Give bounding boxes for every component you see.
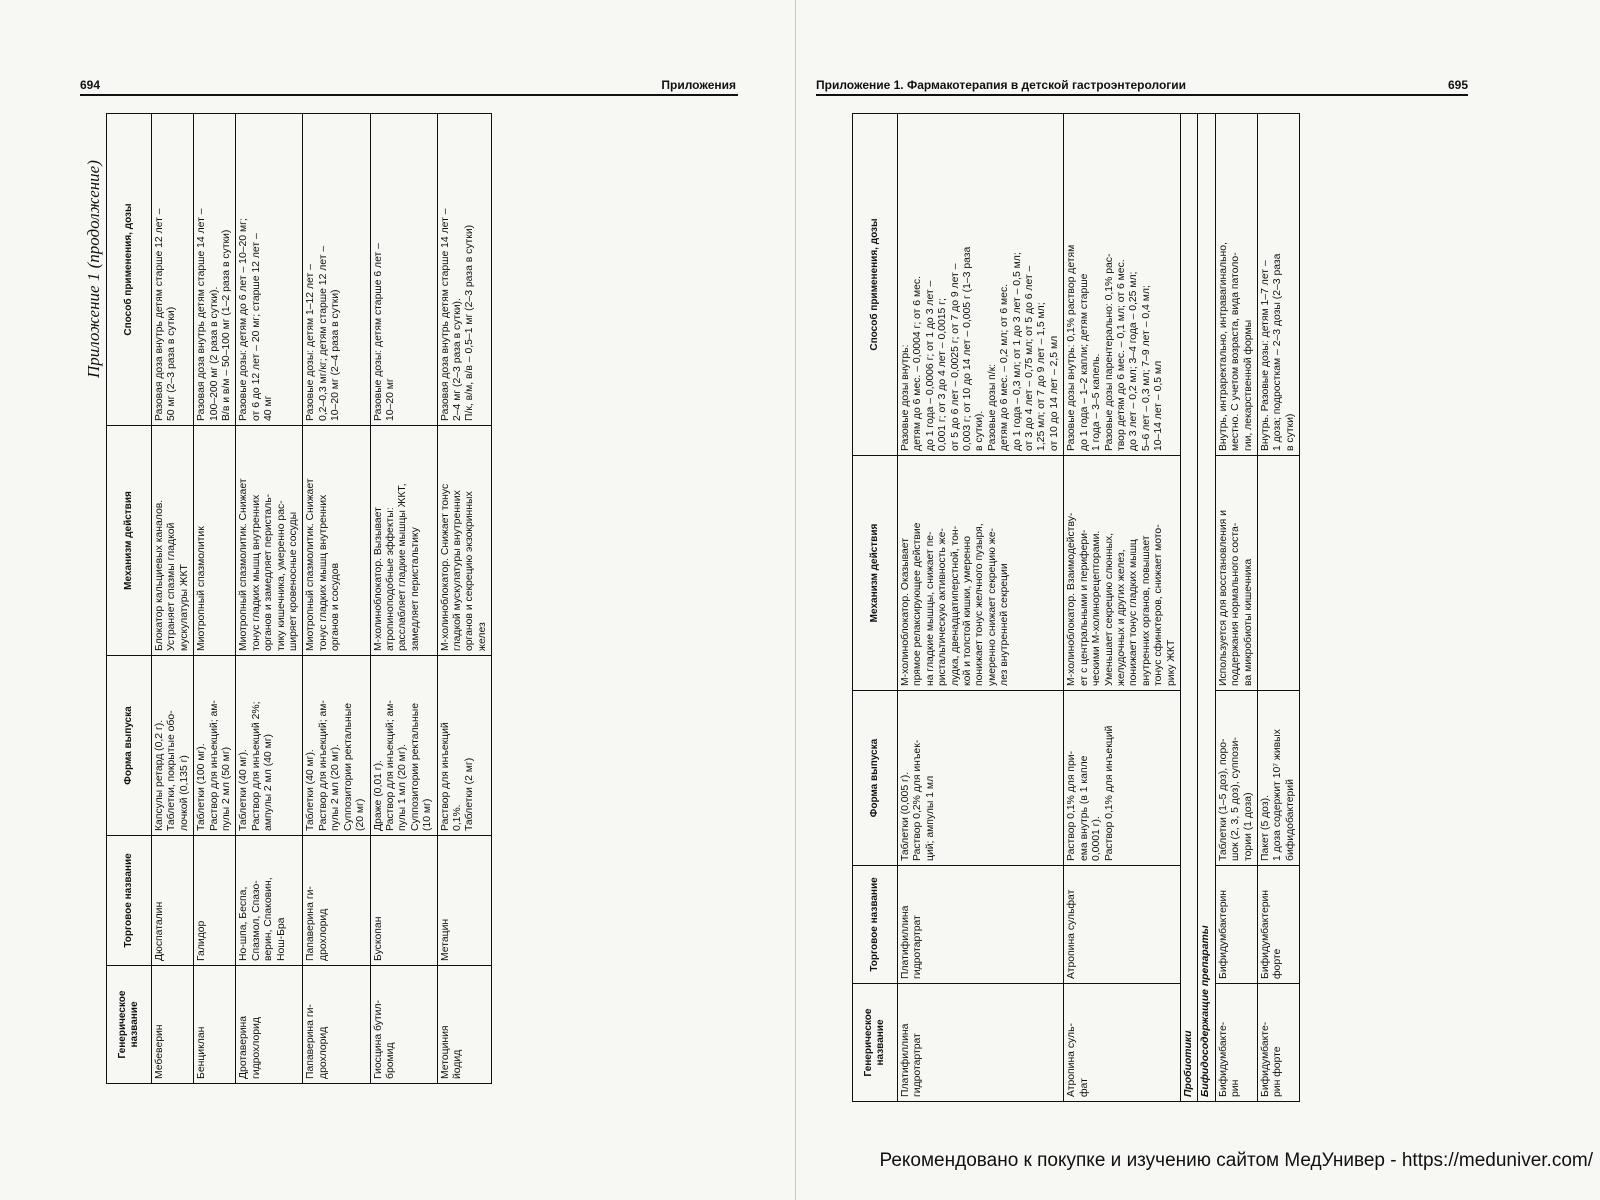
table-cell — [898, 984, 1064, 1102]
table-cell — [898, 691, 1064, 866]
left-table-area — [106, 114, 650, 1086]
table-cell — [194, 426, 236, 656]
cell-text: Таблетки (0,005 г). Раствор 0,2% для инъек- ций; ампулы 1 мл — [900, 739, 936, 861]
column-header: Торговое название — [853, 866, 898, 984]
table-row — [194, 114, 236, 1084]
column-header: Генерическое название — [107, 966, 152, 1084]
table-row — [152, 114, 194, 1084]
cell-text: М-холиноблокатор. Вызывает атропиноподобные эффекты: расслабляет гладкие мышцы ЖКТ, замедляет перистальтику — [372, 483, 421, 651]
cell-text: Разовые дозы: детям старше 6 лет – 10–20 мг — [372, 243, 396, 421]
header-rule-left — [80, 94, 738, 96]
right-page — [800, 0, 1600, 1200]
footer-watermark: Рекомендовано к покупке и изучению сайтом МедУнивер - https://meduniver.com/ — [879, 1150, 1593, 1171]
table-cell — [898, 114, 1064, 456]
table-cell — [370, 836, 437, 966]
cell-text: Бускопан — [372, 916, 384, 961]
cell-text: Платифиллина гидротартрат — [900, 905, 924, 979]
table-row — [1257, 114, 1299, 1102]
cell-text: Папаверина ги- дрохлорид — [305, 886, 329, 961]
table-cell — [236, 836, 303, 966]
table-row — [303, 114, 370, 1084]
right-table-area — [852, 114, 1464, 1104]
table-cell — [370, 114, 437, 426]
cell-text: Миотропный спазмолитик — [196, 526, 208, 651]
cell-text: Мебеверин — [154, 1024, 165, 1079]
table-row — [1215, 114, 1257, 1102]
column-header: Механизм действия — [853, 456, 898, 691]
table-cell — [437, 426, 492, 656]
drug-table-right — [852, 113, 1300, 1102]
running-head-left: Приложения — [661, 78, 736, 92]
table-cell — [152, 426, 194, 656]
cell-text: Раствор для инъекций 0,1%. Таблетки (2 мг) — [439, 722, 476, 831]
table-cell — [1064, 866, 1181, 984]
cell-text: Бифидумбакте- рин — [1217, 1021, 1242, 1097]
table-cell — [194, 966, 236, 1084]
table-cell — [236, 966, 303, 1084]
table-header-row — [853, 114, 898, 1102]
cell-text: Разовые дозы внутрь: детям до 6 мес. – 0,0004 г; от 6 мес. до 1 года – 0,0006 г; от 1 до 3 лет – 0,001 г; от 3 до 4 лет – 0,0015 г; от 5 до 6 лет – 0,0025 г; от 7 до 9 лет – 0,003 г; от 10 до 14 лет – 0,005 г (1–3 раза в сутки). Разовые дозы п/к: детям до 6 мес. – 0,2 мл; от 6 мес. до 1 года – 0,3 мл; от 1 до 3 лет – 0,5 мл; от 3 до 4 лет – 0,75 мл; от 5 до 6 лет – 1,25 мл; от 7 до 9 лет – 1,5 мл; от 10 до 14 лет – 2,5 мл — [900, 246, 1060, 451]
table-cell — [1215, 456, 1257, 691]
table-row — [236, 114, 303, 1084]
cell-text: Раствор 0,1% для при- ема внутрь (в 1 капле 0,0001 г). Раствор 0,1% для инъекций — [1066, 725, 1115, 861]
cell-text: Дюспаталин — [154, 901, 165, 961]
table-cell — [1257, 691, 1299, 866]
table-cell — [898, 456, 1064, 691]
cell-text: Внутрь. Разовые дозы: детям 1–7 лет – 1 доза; подросткам – 2–3 дозы (2–3 раза в сутки) — [1259, 253, 1296, 451]
cell-text: Бенциклан — [196, 1026, 208, 1079]
header-rule-right — [816, 94, 1468, 96]
table-cell — [194, 656, 236, 836]
left-page — [0, 0, 790, 1200]
table-cell — [1257, 984, 1299, 1102]
table-cell — [1064, 691, 1181, 866]
table-row — [370, 114, 437, 1084]
table-cell — [370, 966, 437, 1084]
table-cell — [1064, 114, 1181, 456]
cell-text: Разовые дозы внутрь: 0,1% раствор детям до 1 года – 1–2 капли; детям старше 1 года – 3–5 капель. Разовые дозы парентерально: 0,1% рас- твор детям до 6 мес. – 0,1 мл; от 6 мес. до 3 лет – 0,2 мл; 3–4 года – 0,25 мл; 5–6 лет – 0,3 мл; 7–9 лет – 0,4 мл; 10–14 лет – 0,5 мл — [1066, 244, 1165, 451]
table-cell — [1215, 866, 1257, 984]
table-cell — [152, 966, 194, 1084]
table-cell — [1064, 984, 1181, 1102]
table-cell — [1257, 456, 1299, 691]
cell-text: Атропина суль- фат — [1066, 1023, 1090, 1097]
section-row — [1180, 114, 1197, 1102]
table-cell — [437, 114, 492, 426]
table-cell — [303, 656, 370, 836]
table-cell — [236, 656, 303, 836]
cell-text: Таблетки (40 мг). Раствор для инъекций; ам- пулы 2 мл (20 мг). Суппозитории ректальные (20 мг) — [305, 700, 367, 831]
column-header: Торговое название — [107, 836, 152, 966]
cell-text: Папаверина ги- дрохлорид — [305, 1004, 329, 1079]
table-cell — [236, 114, 303, 426]
cell-text: Разовая доза внутрь детям старше 14 лет – 2–4 мг (2–3 раза в сутки). П/к, в/м, в/в – 0,5–1 мг (2–3 раза в сутки) — [439, 208, 476, 421]
table-cell — [370, 656, 437, 836]
table-cell — [437, 836, 492, 966]
table-cell — [303, 426, 370, 656]
section-row — [1198, 114, 1215, 1102]
table-cell — [1215, 984, 1257, 1102]
table-header-row — [107, 114, 152, 1084]
cell-text: Разовые дозы: детям 1–12 лет – 0,2–0,3 мг/кг; детям старше 12 лет – 10–20 мг (2–4 раза в сутки) — [305, 245, 342, 421]
table-cell — [1257, 114, 1299, 456]
cell-text: Таблетки (100 мг). Раствор для инъекций; ам- пулы 2 мл (50 мг) — [196, 700, 233, 831]
cell-text: Метоциния йодид — [439, 1025, 463, 1079]
drug-table-left — [106, 113, 492, 1084]
cell-text: Таблетки (40 мг). Раствор для инъекций 2%; ампулы 2 мл (40 мг) — [238, 701, 275, 831]
table-cell — [303, 966, 370, 1084]
section-heading: Бифидосодержащие препараты — [1198, 114, 1215, 1102]
cell-text: Блокатор кальциевых каналов. Устраняет спазмы гладкой мускулатуры ЖКТ — [154, 499, 190, 651]
cell-text: Бифидумбактерин форте — [1259, 889, 1284, 979]
cell-text: М-холиноблокатор. Взаимодейству- ет с центральными и перифери- ческими М-холинорецепторами. Уменьшает секрецию слюнных, желудочных и других желез, понижает тонус гладких мышц внутренних органов, повышает тонус сфинктеров, снижает мото- рику ЖКТ — [1066, 512, 1177, 686]
cell-text: Разовая доза внутрь детям старше 14 лет – 100–200 мг (2 раза в сутки). В/в и в/м – 50–100 мг (1–2 раза в сутки) — [196, 208, 233, 421]
column-header: Генерическое название — [853, 984, 898, 1102]
table-cell — [194, 114, 236, 426]
table-cell — [236, 426, 303, 656]
table-cell — [370, 426, 437, 656]
cell-text: Бифидумбакте- рин форте — [1259, 1021, 1284, 1097]
cell-text: Драже (0,01 г). Раствор для инъекций; ам- пулы 1 мл (20 мг). Суппозитории ректальные (10 мг) — [372, 700, 434, 831]
cell-text: Атропина сульфат — [1066, 889, 1078, 979]
cell-text: Гиосцина бутил- бромид — [372, 1000, 396, 1079]
column-header: Форма выпуска — [853, 691, 898, 866]
table-cell — [303, 836, 370, 966]
cell-text: Миотропный спазмолитик. Снижает тонус гладких мышц внутренних органов и сосудов — [305, 478, 342, 651]
page-number-right: 695 — [1447, 78, 1468, 92]
cell-text: Метацин — [439, 918, 451, 961]
page-gutter — [795, 0, 796, 1200]
cell-text: М-холиноблокатор. Снижает тонус гладкой мускулатуры внутренних органов и секрецию экзокринных желез — [439, 483, 488, 651]
cell-text: Миотропный спазмолитик. Снижает тонус гладких мышц внутренних органов и замедляет перисталь- тику кишечника, умеренно рас- ширяет кровеносные сосуды — [238, 478, 300, 651]
table-caption: Приложение 1 (продолжение) — [84, 160, 103, 378]
running-head-right: Приложение 1. Фармакотерапия в детской гастроэнтерологии — [816, 78, 1187, 92]
cell-text: Используется для восстановления и поддержания нормального соста- ва микробиоты кишечника — [1217, 510, 1254, 686]
cell-text: Платифиллина гидротартрат — [900, 1023, 924, 1097]
table-cell — [437, 656, 492, 836]
cell-text: Таблетки (1–5 доз), поро- шок (2, 3, 5 доз), суппози- тории (1 доза) — [1217, 737, 1254, 861]
cell-text: Разовая доза внутрь детям старше 12 лет – 50 мг (2–3 раза в сутки) — [154, 208, 178, 421]
table-cell — [1215, 691, 1257, 866]
table-row — [898, 114, 1064, 1102]
table-cell — [303, 114, 370, 426]
table-cell — [152, 656, 194, 836]
cell-text: Капсулы ретард (0,2 г). Таблетки, покрытые обо- лочкой (0,135 г) — [154, 710, 190, 831]
cell-text: Пакет (5 доз). 1 доза содержит 10⁷ живых бифидобактерий — [1259, 729, 1296, 861]
page-number-left: 694 — [80, 78, 101, 92]
table-cell — [1064, 456, 1181, 691]
table-cell — [898, 866, 1064, 984]
cell-text: М-холиноблокатор. Оказывает прямое релаксирующее действие на гладкие мышцы, снижает пе- ристальтическую активность же- лудка, двенадцатиперстной, тон- кой и толстой кишки, умеренно понижает тонус желчного пузыря, умеренно снижает секрецию же- лез внутренней секреции — [900, 522, 1011, 686]
table-cell — [437, 966, 492, 1084]
table-row — [437, 114, 492, 1084]
table-cell — [152, 836, 194, 966]
table-cell — [1257, 866, 1299, 984]
section-heading: Пробиотики — [1180, 114, 1197, 1102]
column-header: Способ применения, дозы — [107, 114, 152, 426]
cell-text: Галидор — [196, 920, 208, 961]
table-cell — [194, 836, 236, 966]
cell-text: Разовые дозы: детям до 6 лет – 10–20 мг; от 6 до 12 лет – 20 мг; старше 12 лет – 40 мг — [238, 218, 275, 421]
table-row — [1064, 114, 1181, 1102]
cell-text: Дротаверина гидрохлорид — [238, 1015, 262, 1079]
column-header: Форма выпуска — [107, 656, 152, 836]
column-header: Способ применения, дозы — [853, 114, 898, 456]
table-cell — [152, 114, 194, 426]
column-header: Механизм действия — [107, 426, 152, 656]
cell-text: Но-шпа, Беспа, Спазмол, Спазо- верин, Спаковин, Нош-Бра — [238, 877, 287, 961]
cell-text: Внутрь, интраректально, интравагинально, местно. С учетом возраста, вида патоло- гии, лекарственной формы — [1217, 242, 1254, 451]
cell-text: Бифидумбактерин — [1217, 889, 1229, 979]
table-cell — [1215, 114, 1257, 456]
